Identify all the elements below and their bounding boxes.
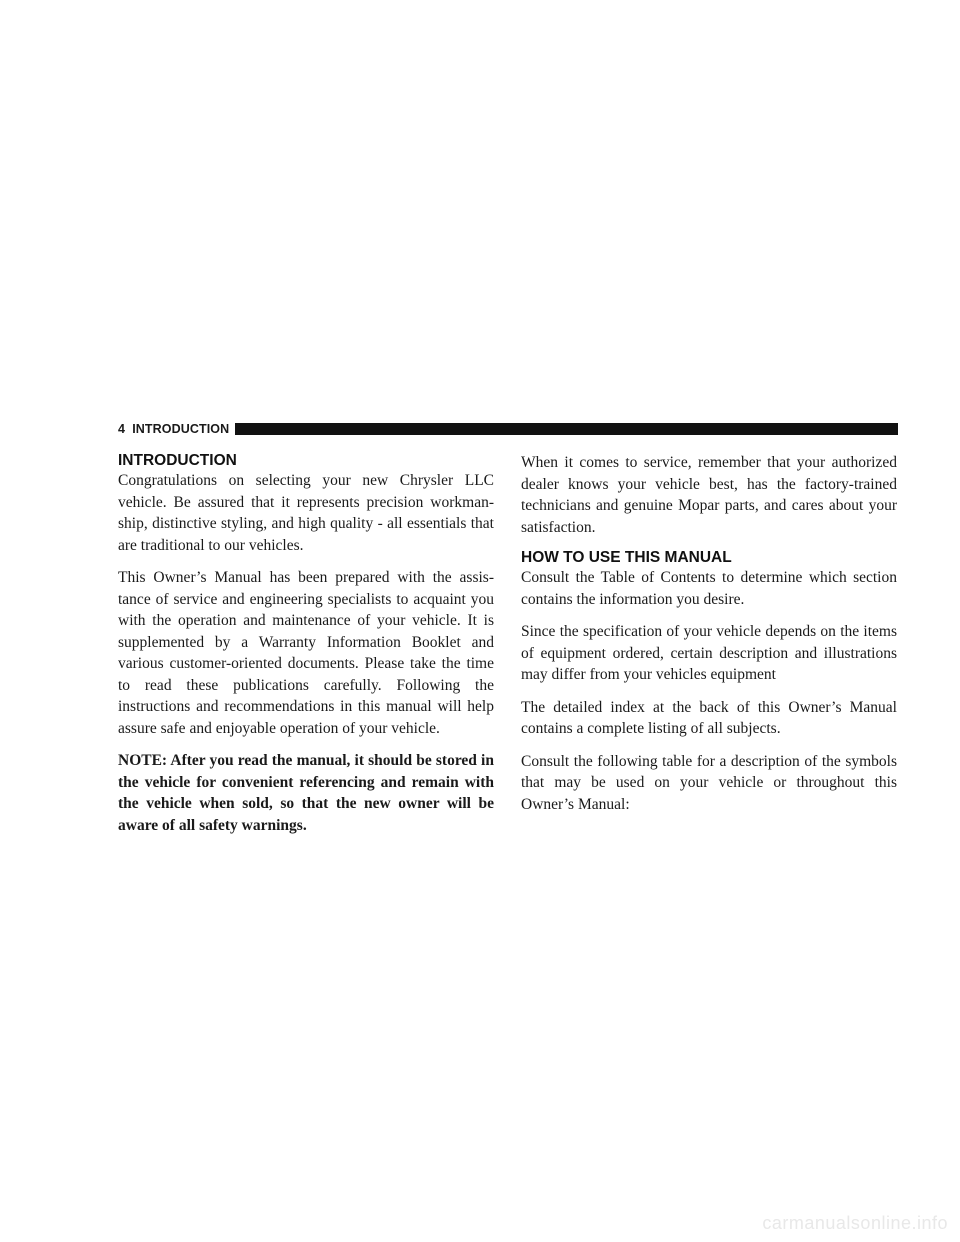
page-number: 4 [118,422,126,436]
paragraph: Consult the Table of Contents to determine which section contains the information you desire. [521,569,897,608]
page-header [118,422,898,436]
paragraph: Since the specification of your vehicle depends on the items of equipment ordered, certain description and illustrations may differ from your vehicles equipment [521,623,897,683]
right-column [521,452,897,826]
left-column [118,452,494,847]
header-rule [235,423,898,435]
note-paragraph: NOTE: After you read the manual, it should be stored in the vehicle for convenient referencing and remain with the vehicle when sold, so that the new owner will be aware of all safety warnings. [118,752,494,834]
paragraph: Congratulations on selecting your new Chrysler LLC vehicle. Be assured that it represents precision workman- ship, distinctive styling, and high quality - all essentials that are traditional to our vehicles. [118,472,494,554]
paragraph: When it comes to service, remember that your authorized dealer knows your vehicle best, has the factory-trained technicians and genuine Mopar parts, and cares about your satisfaction. [521,454,897,536]
how-to-use-heading: HOW TO USE THIS MANUAL [521,549,732,566]
introduction-heading: INTRODUCTION [118,452,237,469]
watermark: carmanualsonline.info [762,1213,948,1233]
paragraph: The detailed index at the back of this Owner’s Manual contains a complete listing of all subjects. [521,698,897,737]
paragraph: Consult the following table for a description of the symbols that may be used on your vehicle or throughout this Owner’s Manual: [521,752,897,813]
section-title: INTRODUCTION [132,422,230,436]
header-label [118,422,229,436]
paragraph: This Owner’s Manual has been prepared with the assis- tance of service and engineering specialists to acquaint you with the operation and maintenance of your vehicle. It is supplemented by a Warranty Information Booklet and various customer-oriented documents. Please take the time to read these publications carefully. Following the instructions and recommendations in this manual will help assure safe and enjoyable operation of your vehicle. [118,569,494,737]
